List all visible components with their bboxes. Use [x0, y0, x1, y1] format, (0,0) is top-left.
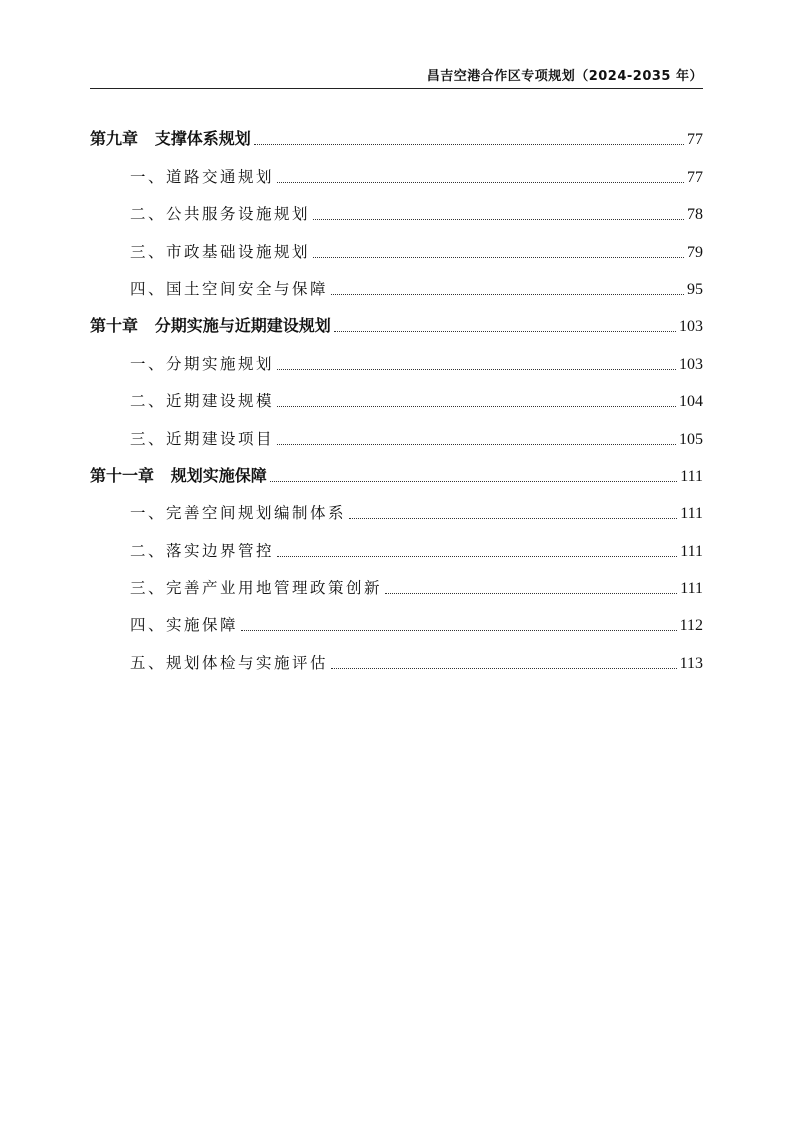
table-of-contents: [90, 118, 703, 679]
toc-section-industrial-land-policy[interactable]: [90, 567, 703, 604]
toc-page-number: 95: [687, 280, 703, 298]
toc-section-near-term-projects[interactable]: [90, 417, 703, 454]
dot-leader: [277, 556, 677, 557]
toc-page-number: 105: [679, 430, 703, 448]
toc-page-number: 111: [680, 505, 703, 523]
toc-section-planning-system[interactable]: [90, 492, 703, 529]
dot-leader: [270, 481, 677, 482]
toc-page-number: 111: [680, 542, 703, 560]
toc-entry-label: 二、落实边界管控: [130, 541, 275, 560]
toc-section-implementation-guarantee[interactable]: [90, 604, 703, 641]
toc-entry-label: 三、市政基础设施规划: [130, 242, 311, 261]
toc-entry-label: 第九章 支撑体系规划: [90, 129, 251, 149]
dot-leader: [277, 182, 684, 183]
toc-entry-label: 一、道路交通规划: [130, 167, 275, 186]
toc-page-number: 104: [679, 393, 703, 411]
toc-entry-label: 二、公共服务设施规划: [130, 205, 311, 224]
dot-leader: [254, 144, 684, 145]
dot-leader: [277, 369, 676, 370]
dot-leader: [241, 630, 677, 631]
toc-entry-label: 第十章 分期实施与近期建设规划: [90, 316, 331, 336]
toc-entry-label: 三、近期建设项目: [130, 429, 275, 448]
toc-section-boundary-control[interactable]: [90, 529, 703, 566]
toc-section-municipal-infrastructure[interactable]: [90, 230, 703, 267]
dot-leader: [331, 668, 677, 669]
toc-section-territorial-safety[interactable]: [90, 268, 703, 305]
toc-page-number: 78: [687, 206, 703, 224]
toc-entry-label: 三、完善产业用地管理政策创新: [130, 579, 383, 598]
toc-page-number: 103: [679, 355, 703, 373]
dot-leader: [313, 257, 684, 258]
dot-leader: [277, 444, 676, 445]
document-title: 昌吉空港合作区专项规划（2024-2035 年）: [426, 69, 703, 84]
toc-page-number: 77: [687, 131, 703, 149]
toc-section-phased-implementation[interactable]: [90, 342, 703, 379]
toc-entry-label: 四、国土空间安全与保障: [130, 279, 329, 298]
toc-entry-label: 五、规划体检与实施评估: [130, 653, 329, 672]
toc-entry-label: 第十一章 规划实施保障: [90, 465, 267, 485]
toc-section-public-service[interactable]: [90, 193, 703, 230]
dot-leader: [349, 518, 677, 519]
toc-chapter-10[interactable]: [90, 305, 703, 342]
toc-page-number: 111: [680, 467, 703, 485]
toc-page-number: 79: [687, 243, 703, 261]
dot-leader: [334, 331, 676, 332]
toc-page-number: 111: [680, 580, 703, 598]
toc-entry-label: 四、实施保障: [130, 616, 239, 635]
toc-section-near-term-scale[interactable]: [90, 380, 703, 417]
toc-page-number: 112: [679, 617, 703, 635]
toc-chapter-11[interactable]: [90, 455, 703, 492]
dot-leader: [385, 593, 677, 594]
toc-chapter-9[interactable]: [90, 118, 703, 155]
toc-page-number: 77: [687, 168, 703, 186]
dot-leader: [331, 294, 684, 295]
toc-section-road-traffic[interactable]: [90, 155, 703, 192]
toc-section-evaluation[interactable]: [90, 641, 703, 678]
dot-leader: [277, 406, 676, 407]
dot-leader: [313, 219, 684, 220]
page-header: [90, 62, 703, 89]
toc-entry-label: 一、完善空间规划编制体系: [130, 504, 347, 523]
toc-page-number: 113: [679, 654, 703, 672]
toc-entry-label: 二、近期建设规模: [130, 392, 275, 411]
toc-page-number: 103: [679, 318, 703, 336]
toc-entry-label: 一、分期实施规划: [130, 354, 275, 373]
